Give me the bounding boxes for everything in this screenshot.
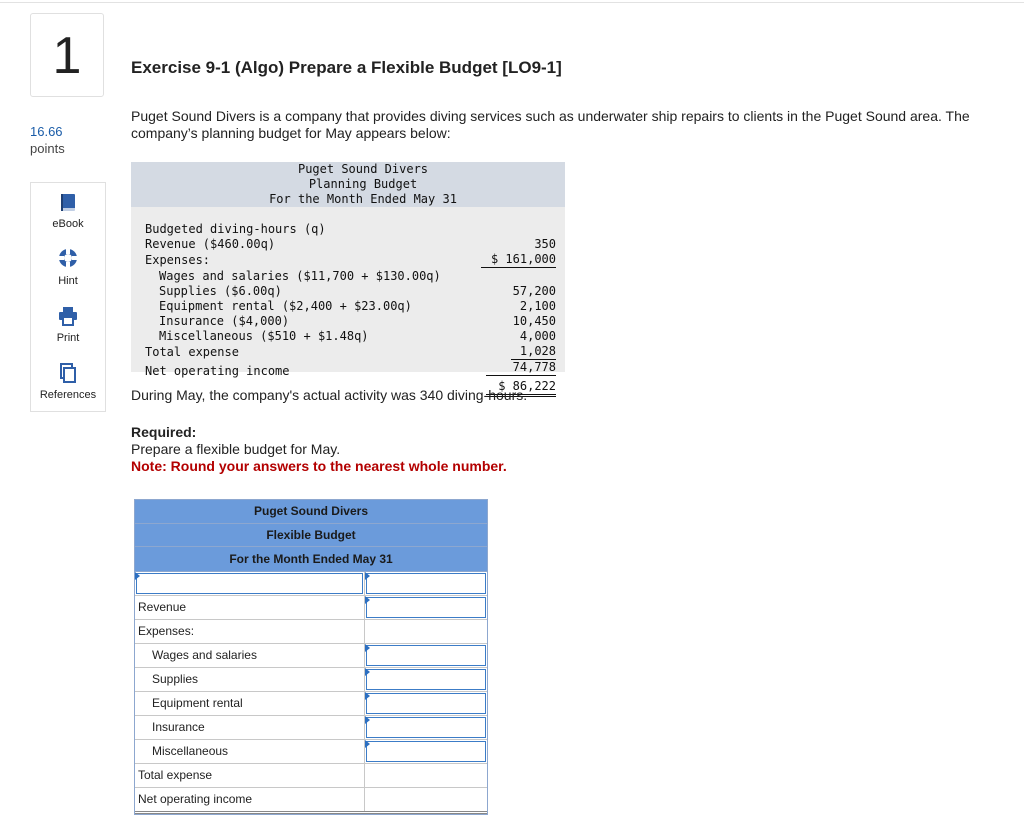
- required-text: Prepare a flexible budget for May.: [131, 441, 341, 457]
- fb-row-equipment: [135, 692, 487, 716]
- fb-row-label: Equipment rental: [135, 692, 365, 715]
- fb-row-label: Total expense: [135, 764, 365, 787]
- fb-total-expense-cell: [365, 764, 487, 787]
- print-label: Print: [56, 332, 80, 344]
- actual-activity-text: During May, the company's actual activity was 340 diving-hours.: [131, 387, 528, 403]
- pb-row-label: Equipment rental ($2,400 + $23.00q): [159, 299, 412, 313]
- fb-row-label: Expenses:: [135, 620, 365, 643]
- fb-insurance-input[interactable]: [366, 717, 486, 738]
- fb-row-label: Insurance: [135, 716, 365, 739]
- fb-row-insurance: [135, 716, 487, 740]
- fb-header-period: For the Month Ended May 31: [135, 547, 487, 572]
- planning-budget-table: [131, 162, 565, 393]
- references-icon: [59, 354, 77, 383]
- fb-row-net-operating-income: [135, 788, 487, 814]
- fb-supplies-cell[interactable]: [365, 668, 487, 691]
- fb-activity-input[interactable]: [366, 573, 486, 594]
- top-divider: [0, 2, 1024, 3]
- pb-row-amount: 1,028: [511, 344, 556, 360]
- references-label: References: [39, 389, 97, 401]
- fb-row-activity: [135, 572, 487, 596]
- fb-row-wages: [135, 644, 487, 668]
- planning-budget-header: [131, 162, 565, 207]
- fb-miscellaneous-cell[interactable]: [365, 740, 487, 763]
- pb-row-label: Total expense: [145, 345, 239, 359]
- fb-wages-input[interactable]: [366, 645, 486, 666]
- hint-label: Hint: [58, 275, 78, 287]
- dropdown-arrow-icon: [365, 716, 370, 724]
- points-label: points: [30, 141, 65, 156]
- pb-row-label: Revenue ($460.00q): [145, 237, 276, 251]
- fb-revenue-input[interactable]: [366, 597, 486, 618]
- pb-row-label: Budgeted diving-hours (q): [145, 222, 326, 236]
- fb-net-operating-income-cell: [365, 788, 487, 811]
- dropdown-arrow-icon: [365, 572, 370, 580]
- hint-button[interactable]: [31, 240, 105, 297]
- dropdown-arrow-icon: [365, 644, 370, 652]
- dropdown-arrow-icon: [365, 740, 370, 748]
- fb-insurance-cell[interactable]: [365, 716, 487, 739]
- question-number: 1: [30, 13, 104, 97]
- pb-row-label: Miscellaneous ($510 + $1.48q): [159, 329, 369, 343]
- pb-row-amount: 57,200: [512, 284, 556, 298]
- fb-miscellaneous-input[interactable]: [366, 741, 486, 762]
- fb-row-supplies: [135, 668, 487, 692]
- fb-activity-value-cell[interactable]: [365, 572, 487, 595]
- fb-row-label: Miscellaneous: [135, 740, 365, 763]
- pb-row-amount: 10,450: [512, 314, 556, 328]
- fb-expenses-cell: [365, 620, 487, 643]
- pb-row-label: Insurance ($4,000): [159, 314, 290, 328]
- pb-header-period: For the Month Ended May 31: [269, 192, 457, 206]
- tools-panel: [30, 182, 106, 412]
- pb-row-amount: 4,000: [519, 329, 556, 343]
- required-heading: Required:: [131, 424, 197, 440]
- pb-row-amount: $ 161,000: [481, 252, 556, 268]
- fb-wages-cell[interactable]: [365, 644, 487, 667]
- fb-row-expenses: [135, 620, 487, 644]
- dropdown-arrow-icon: [365, 692, 370, 700]
- pb-row-amount: 350: [534, 237, 556, 251]
- book-icon: [59, 183, 77, 213]
- fb-supplies-input[interactable]: [366, 669, 486, 690]
- required-section: [131, 424, 507, 475]
- pb-row-label: Wages and salaries ($11,700 + $130.00q): [159, 269, 441, 283]
- fb-row-total-expense: [135, 764, 487, 788]
- flexible-budget-table: [134, 499, 488, 815]
- fb-header-company: Puget Sound Divers: [135, 500, 487, 524]
- hint-icon: [58, 240, 78, 268]
- fb-equipment-cell[interactable]: [365, 692, 487, 715]
- ebook-label: eBook: [52, 218, 84, 230]
- fb-activity-label-input[interactable]: [136, 573, 363, 594]
- dropdown-arrow-icon: [135, 572, 140, 580]
- pb-row-amount: 74,778: [486, 360, 556, 376]
- required-note: Note: Round your answers to the nearest whole number.: [131, 458, 507, 474]
- pb-row-label: Expenses:: [145, 253, 211, 267]
- points-value: 16.66: [30, 124, 63, 139]
- fb-revenue-cell[interactable]: [365, 596, 487, 619]
- fb-row-label: Wages and salaries: [135, 644, 365, 667]
- print-icon: [58, 297, 78, 326]
- dropdown-arrow-icon: [365, 596, 370, 604]
- fb-row-label: Supplies: [135, 668, 365, 691]
- pb-header-company: Puget Sound Divers: [297, 162, 429, 176]
- pb-row-amount: $ 86,222: [486, 379, 556, 397]
- dropdown-arrow-icon: [365, 668, 370, 676]
- exercise-title: Exercise 9-1 (Algo) Prepare a Flexible Budget [LO9-1]: [131, 58, 562, 77]
- ebook-button[interactable]: [31, 183, 105, 240]
- fb-header-title: Flexible Budget: [135, 524, 487, 547]
- print-button[interactable]: [31, 297, 105, 354]
- intro-text: Puget Sound Divers is a company that provides diving services such as underwater ship repairs to clients in the Puget Sound area. The company’s planning budget for May appears below:: [131, 108, 970, 141]
- fb-activity-label-cell[interactable]: [135, 572, 365, 595]
- pb-row-label: Supplies ($6.00q): [159, 284, 282, 298]
- question-points: [30, 123, 65, 157]
- fb-row-label: Net operating income: [135, 788, 365, 811]
- pb-row-label: Net operating income: [145, 364, 290, 378]
- fb-row-label: Revenue: [135, 596, 365, 619]
- pb-row-amount: 2,100: [519, 299, 556, 313]
- fb-row-revenue: [135, 596, 487, 620]
- references-button[interactable]: [31, 354, 105, 411]
- pb-header-title: Planning Budget: [308, 177, 418, 191]
- fb-equipment-input[interactable]: [366, 693, 486, 714]
- fb-row-miscellaneous: [135, 740, 487, 764]
